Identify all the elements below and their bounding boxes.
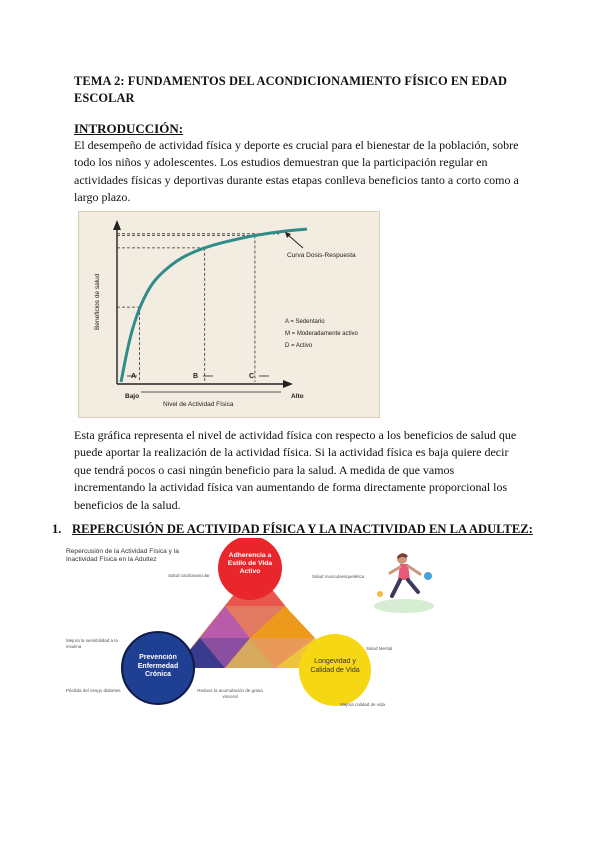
x-axis-label: Nivel de Actividad Física bbox=[163, 401, 234, 408]
dose-response-chart bbox=[78, 211, 380, 418]
label-peso-wrap bbox=[66, 688, 121, 708]
grass-patch bbox=[374, 599, 434, 613]
label-mental: Salud Mental bbox=[366, 646, 393, 651]
top-circle-text: Adherencia a Estilo de Vida Activo bbox=[227, 552, 273, 575]
right-circle-text-wrap bbox=[305, 658, 365, 694]
dose-response-curve bbox=[121, 229, 307, 382]
section-title: REPERCUSIÓN DE ACTIVIDAD FÍSICA Y LA INACTIVIDAD EN LA ADULTEZ: bbox=[72, 522, 533, 536]
right-circle-text: Longevidad y Calidad de Vida bbox=[310, 658, 360, 674]
chart-svg bbox=[79, 212, 379, 417]
label-grasa: Reduce la acumulación de grasa visceral bbox=[197, 688, 263, 699]
right-circle-group bbox=[299, 634, 371, 706]
section-number: 1. bbox=[52, 522, 62, 536]
x-axis-arrow bbox=[283, 380, 293, 388]
runner-illustration bbox=[372, 548, 436, 614]
ball-icon bbox=[424, 572, 432, 580]
left-circle-group bbox=[122, 632, 194, 704]
label-cardio: Salud cardiovascular bbox=[168, 573, 210, 578]
runner-arm-icon bbox=[408, 566, 420, 574]
marker-a: A bbox=[131, 373, 137, 380]
y-axis-arrow bbox=[113, 220, 121, 230]
infographic-title-wrap bbox=[66, 548, 186, 588]
x-high-label: Alto bbox=[291, 393, 304, 400]
top-circle-group bbox=[218, 538, 282, 600]
x-low-label: Bajo bbox=[125, 393, 140, 400]
infographic-title: Repercusión de la Actividad Física y la Inactividad Física en la Adultez bbox=[66, 548, 179, 563]
label-vida: Mejora calidad de vida bbox=[340, 702, 386, 707]
figure-paragraph: Esta gráfica representa el nivel de actividad física con respecto a los beneficios de salud que puede aportar la realización de la actividad física. Si la actividad física es baja quiere decir que tendrá pocos o casi ningún beneficio para la salud. A medida de que vamos incrementando la actividad física van aumentando de forma directamente proporcional los beneficios de la salud. bbox=[74, 428, 517, 512]
left-circle-text: Prevención Enfermedad Crónica bbox=[137, 654, 179, 678]
y-axis-label: Beneficios de salud bbox=[94, 273, 101, 330]
curve-pointer bbox=[287, 234, 303, 248]
runner-svg bbox=[372, 548, 436, 614]
marker-c: C bbox=[249, 373, 255, 380]
label-peso: Pérdida del riesgo diabetes bbox=[66, 688, 121, 693]
label-musculo: Salud musculoesquelética bbox=[312, 574, 365, 579]
label-metabolica: Mejora la sensibilidad a la insulina bbox=[66, 638, 118, 649]
intro-paragraph: El desempeño de actividad física y deporte es crucial para el bienestar de la población, sobre todo los niños y adolescentes. Los estudios demuestran que la participación regular en actividades físicas y deportivas durante estas etapas conlleva beneficios tanto a corto como a largo plazo. bbox=[74, 138, 519, 205]
runner-leg-icon bbox=[392, 580, 400, 596]
curve-label: Curva Dosis-Respuesta bbox=[287, 252, 356, 259]
label-grasa-wrap bbox=[190, 688, 270, 708]
intro-heading: INTRODUCCIÓN: bbox=[74, 121, 184, 136]
left-circle-text-wrap bbox=[128, 654, 188, 690]
runner-arm-back-icon bbox=[390, 567, 400, 573]
document-title: TEMA 2: FUNDAMENTOS DEL ACONDICIONAMIENTO FÍSICO EN EDAD ESCOLAR bbox=[74, 74, 508, 105]
marker-b: B bbox=[193, 373, 199, 380]
legend-a: A = Sedentario bbox=[285, 319, 325, 325]
flower-icon bbox=[377, 591, 383, 597]
top-circle-text-wrap bbox=[222, 552, 278, 588]
legend-d: D = Activo bbox=[285, 343, 313, 349]
label-metabolica-wrap bbox=[66, 638, 121, 668]
legend-m: M = Moderadamente activo bbox=[285, 331, 358, 337]
runner-leg-front-icon bbox=[408, 580, 418, 592]
